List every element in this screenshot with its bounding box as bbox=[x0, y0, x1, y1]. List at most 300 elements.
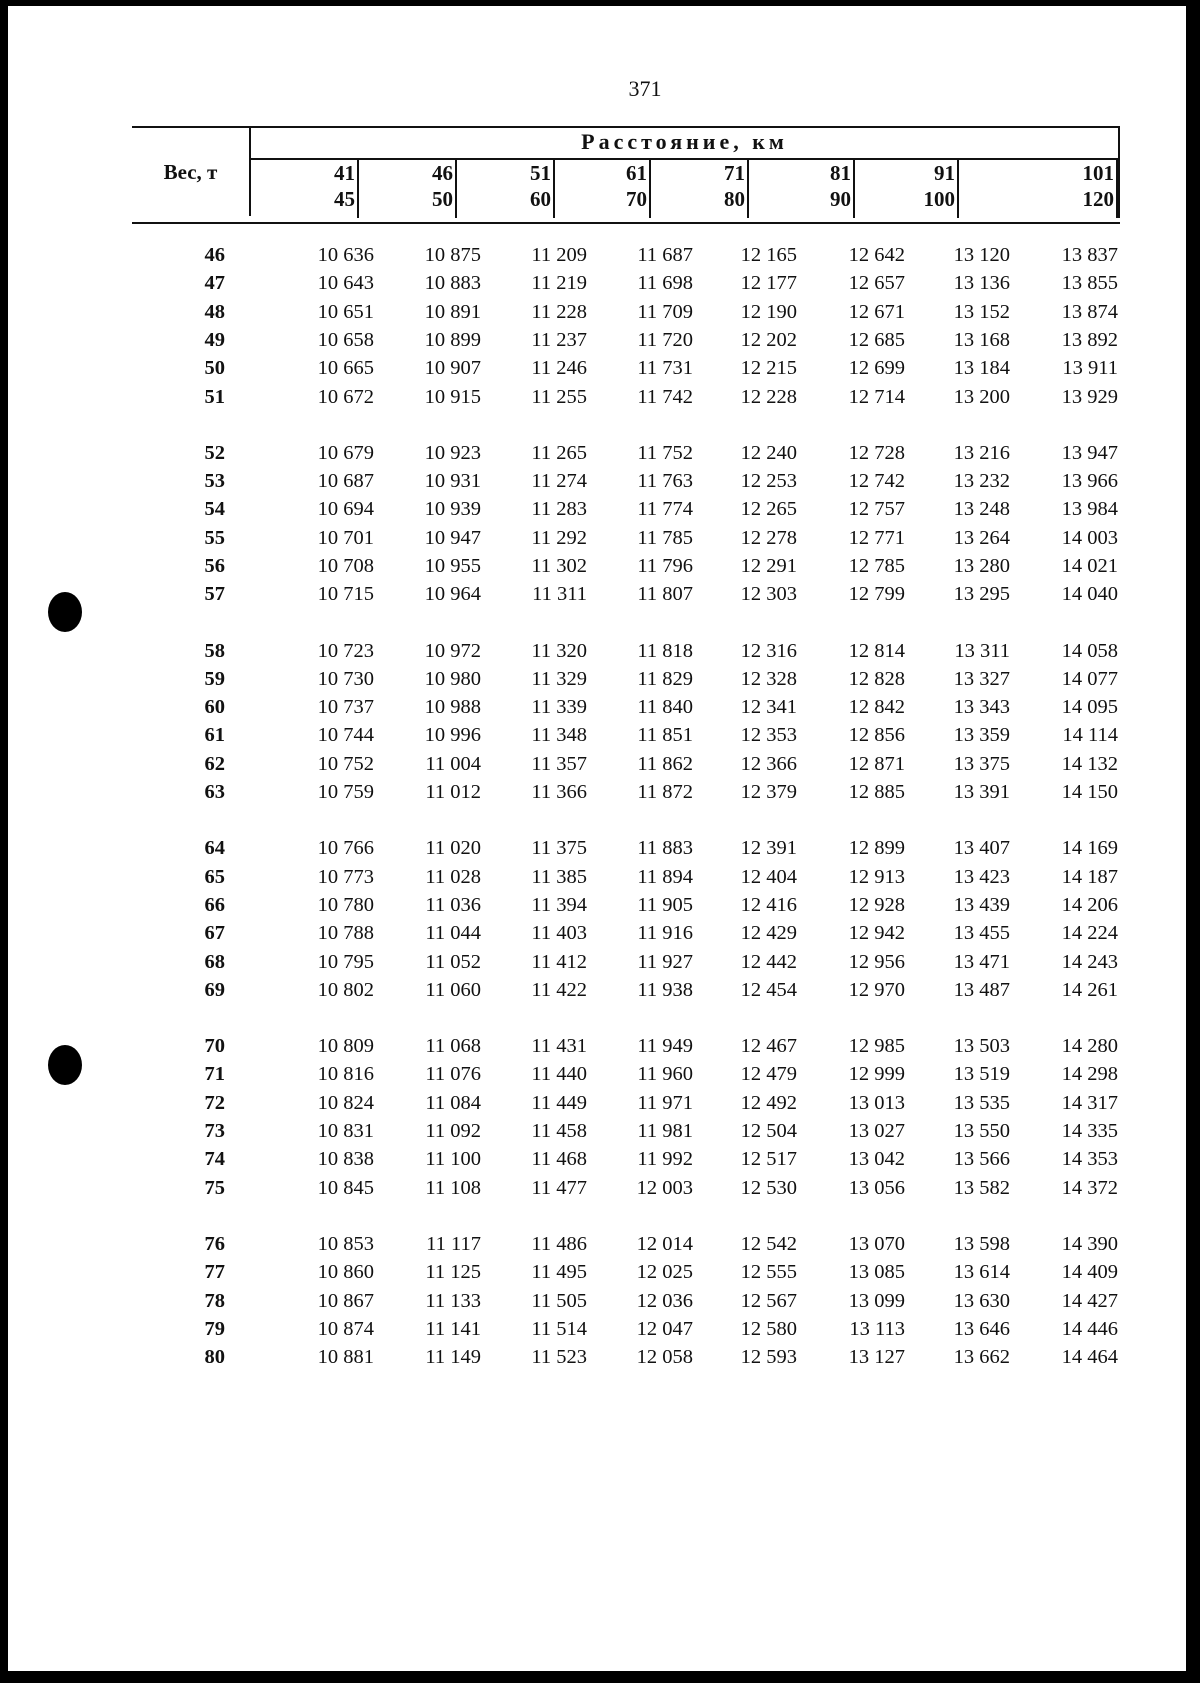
value-cell: 11 514 bbox=[531, 1318, 587, 1340]
value-cell: 11 763 bbox=[637, 470, 693, 492]
value-cell: 11 209 bbox=[531, 244, 587, 266]
weight-cell: 56 bbox=[204, 555, 225, 577]
distance-range-header bbox=[749, 160, 855, 218]
table-row bbox=[0, 386, 1200, 414]
value-cell: 14 169 bbox=[1061, 837, 1118, 859]
value-cell: 13 099 bbox=[848, 1290, 905, 1312]
value-cell: 13 911 bbox=[1062, 357, 1118, 379]
table-row bbox=[0, 837, 1200, 865]
value-cell: 10 891 bbox=[424, 301, 481, 323]
value-cell: 12 828 bbox=[848, 668, 905, 690]
value-cell: 14 077 bbox=[1061, 668, 1118, 690]
weight-cell: 76 bbox=[204, 1233, 225, 1255]
value-cell: 10 972 bbox=[424, 640, 481, 662]
value-cell: 13 984 bbox=[1061, 498, 1118, 520]
table-row bbox=[0, 1177, 1200, 1205]
value-cell: 12 657 bbox=[848, 272, 905, 294]
table-row bbox=[0, 527, 1200, 555]
value-cell: 14 040 bbox=[1061, 583, 1118, 605]
value-cell: 10 816 bbox=[317, 1063, 374, 1085]
value-cell: 13 966 bbox=[1061, 470, 1118, 492]
value-cell: 10 809 bbox=[317, 1035, 374, 1057]
value-cell: 10 964 bbox=[424, 583, 481, 605]
weight-cell: 68 bbox=[204, 951, 225, 973]
value-cell: 13 375 bbox=[953, 753, 1010, 775]
table-row bbox=[0, 1092, 1200, 1120]
value-cell: 12 928 bbox=[848, 894, 905, 916]
value-cell: 12 492 bbox=[740, 1092, 797, 1114]
value-cell: 10 708 bbox=[317, 555, 374, 577]
value-cell: 12 454 bbox=[740, 979, 797, 1001]
value-cell: 12 303 bbox=[740, 583, 797, 605]
value-cell: 12 014 bbox=[636, 1233, 693, 1255]
value-cell: 11 505 bbox=[531, 1290, 587, 1312]
weight-cell: 51 bbox=[204, 386, 225, 408]
value-cell: 13 311 bbox=[954, 640, 1010, 662]
table-row bbox=[0, 781, 1200, 809]
value-cell: 11 092 bbox=[425, 1120, 481, 1142]
value-cell: 11 796 bbox=[637, 555, 693, 577]
value-cell: 13 056 bbox=[848, 1177, 905, 1199]
value-cell: 11 283 bbox=[531, 498, 587, 520]
value-cell: 12 467 bbox=[740, 1035, 797, 1057]
value-cell: 11 431 bbox=[531, 1035, 587, 1057]
value-cell: 14 261 bbox=[1061, 979, 1118, 1001]
value-cell: 11 477 bbox=[531, 1177, 587, 1199]
value-cell: 11 375 bbox=[531, 837, 587, 859]
value-cell: 12 885 bbox=[848, 781, 905, 803]
value-cell: 13 503 bbox=[953, 1035, 1010, 1057]
value-cell: 12 025 bbox=[636, 1261, 693, 1283]
value-cell: 13 168 bbox=[953, 329, 1010, 351]
value-cell: 11 851 bbox=[637, 724, 693, 746]
weight-cell: 65 bbox=[204, 866, 225, 888]
weight-cell: 52 bbox=[204, 442, 225, 464]
range-from: 81 bbox=[830, 161, 851, 185]
value-cell: 12 341 bbox=[740, 696, 797, 718]
value-cell: 11 320 bbox=[531, 640, 587, 662]
value-cell: 11 916 bbox=[637, 922, 693, 944]
weight-cell: 58 bbox=[204, 640, 225, 662]
value-cell: 13 343 bbox=[953, 696, 1010, 718]
value-cell: 13 582 bbox=[953, 1177, 1010, 1199]
value-cell: 10 980 bbox=[424, 668, 481, 690]
value-cell: 12 856 bbox=[848, 724, 905, 746]
value-cell: 12 714 bbox=[848, 386, 905, 408]
value-cell: 13 598 bbox=[953, 1233, 1010, 1255]
value-cell: 11 992 bbox=[637, 1148, 693, 1170]
value-cell: 10 802 bbox=[317, 979, 374, 1001]
value-cell: 14 335 bbox=[1061, 1120, 1118, 1142]
value-cell: 10 752 bbox=[317, 753, 374, 775]
value-cell: 10 636 bbox=[317, 244, 374, 266]
value-cell: 11 228 bbox=[531, 301, 587, 323]
value-cell: 14 132 bbox=[1061, 753, 1118, 775]
value-cell: 13 070 bbox=[848, 1233, 905, 1255]
table-row bbox=[0, 555, 1200, 583]
value-cell: 11 108 bbox=[425, 1177, 481, 1199]
value-cell: 11 883 bbox=[637, 837, 693, 859]
table-row bbox=[0, 1290, 1200, 1318]
value-cell: 13 042 bbox=[848, 1148, 905, 1170]
value-cell: 13 471 bbox=[953, 951, 1010, 973]
range-from: 46 bbox=[432, 161, 453, 185]
value-cell: 14 446 bbox=[1061, 1318, 1118, 1340]
value-cell: 11 449 bbox=[531, 1092, 587, 1114]
value-cell: 10 874 bbox=[317, 1318, 374, 1340]
value-cell: 11 905 bbox=[637, 894, 693, 916]
value-cell: 11 302 bbox=[531, 555, 587, 577]
value-cell: 13 248 bbox=[953, 498, 1010, 520]
value-cell: 11 495 bbox=[531, 1261, 587, 1283]
value-cell: 10 931 bbox=[424, 470, 481, 492]
value-cell: 11 698 bbox=[637, 272, 693, 294]
table-row bbox=[0, 301, 1200, 329]
value-cell: 11 720 bbox=[637, 329, 693, 351]
value-cell: 11 292 bbox=[531, 527, 587, 549]
weight-cell: 72 bbox=[204, 1092, 225, 1114]
value-cell: 11 468 bbox=[531, 1148, 587, 1170]
value-cell: 13 519 bbox=[953, 1063, 1010, 1085]
value-cell: 14 187 bbox=[1061, 866, 1118, 888]
value-cell: 12 366 bbox=[740, 753, 797, 775]
value-cell: 12 542 bbox=[740, 1233, 797, 1255]
value-cell: 10 665 bbox=[317, 357, 374, 379]
value-cell: 11 348 bbox=[531, 724, 587, 746]
value-cell: 10 715 bbox=[317, 583, 374, 605]
value-cell: 12 228 bbox=[740, 386, 797, 408]
table-row bbox=[0, 696, 1200, 724]
value-cell: 13 216 bbox=[953, 442, 1010, 464]
value-cell: 12 328 bbox=[740, 668, 797, 690]
weight-cell: 80 bbox=[204, 1346, 225, 1368]
value-cell: 13 439 bbox=[953, 894, 1010, 916]
weight-cell: 61 bbox=[204, 724, 225, 746]
table-row bbox=[0, 724, 1200, 752]
table-row bbox=[0, 1035, 1200, 1063]
range-to: 60 bbox=[530, 187, 551, 211]
value-cell: 13 085 bbox=[848, 1261, 905, 1283]
value-cell: 13 295 bbox=[953, 583, 1010, 605]
value-cell: 12 291 bbox=[740, 555, 797, 577]
value-cell: 14 464 bbox=[1061, 1346, 1118, 1368]
value-cell: 14 058 bbox=[1061, 640, 1118, 662]
value-cell: 14 317 bbox=[1061, 1092, 1118, 1114]
value-cell: 10 643 bbox=[317, 272, 374, 294]
value-cell: 13 855 bbox=[1061, 272, 1118, 294]
weight-cell: 70 bbox=[204, 1035, 225, 1057]
weight-cell: 57 bbox=[204, 583, 225, 605]
value-cell: 13 200 bbox=[953, 386, 1010, 408]
range-from: 71 bbox=[724, 161, 745, 185]
value-cell: 12 785 bbox=[848, 555, 905, 577]
value-cell: 13 136 bbox=[953, 272, 1010, 294]
value-cell: 14 298 bbox=[1061, 1063, 1118, 1085]
value-cell: 12 379 bbox=[740, 781, 797, 803]
value-cell: 11 237 bbox=[531, 329, 587, 351]
value-cell: 12 728 bbox=[848, 442, 905, 464]
value-cell: 10 860 bbox=[317, 1261, 374, 1283]
distance-header-group bbox=[251, 126, 1120, 218]
value-cell: 11 141 bbox=[425, 1318, 481, 1340]
value-cell: 14 224 bbox=[1061, 922, 1118, 944]
range-from: 41 bbox=[334, 161, 355, 185]
range-to: 90 bbox=[830, 187, 851, 211]
distance-header: Расстояние, км bbox=[251, 126, 1118, 160]
value-cell: 11 329 bbox=[531, 668, 587, 690]
value-cell: 14 003 bbox=[1061, 527, 1118, 549]
table-row bbox=[0, 1233, 1200, 1261]
value-cell: 11 412 bbox=[531, 951, 587, 973]
weight-cell: 71 bbox=[204, 1063, 225, 1085]
value-cell: 11 872 bbox=[637, 781, 693, 803]
value-cell: 12 555 bbox=[740, 1261, 797, 1283]
weight-cell: 59 bbox=[204, 668, 225, 690]
table-row bbox=[0, 244, 1200, 272]
value-cell: 12 913 bbox=[848, 866, 905, 888]
table-row bbox=[0, 470, 1200, 498]
value-cell: 12 956 bbox=[848, 951, 905, 973]
value-cell: 11 731 bbox=[637, 357, 693, 379]
value-cell: 10 730 bbox=[317, 668, 374, 690]
value-cell: 12 814 bbox=[848, 640, 905, 662]
value-cell: 14 206 bbox=[1061, 894, 1118, 916]
value-cell: 12 671 bbox=[848, 301, 905, 323]
weight-cell: 73 bbox=[204, 1120, 225, 1142]
value-cell: 10 773 bbox=[317, 866, 374, 888]
range-from: 61 bbox=[626, 161, 647, 185]
value-cell: 14 021 bbox=[1061, 555, 1118, 577]
value-cell: 13 837 bbox=[1061, 244, 1118, 266]
value-cell: 13 487 bbox=[953, 979, 1010, 1001]
value-cell: 12 699 bbox=[848, 357, 905, 379]
value-cell: 10 899 bbox=[424, 329, 481, 351]
value-cell: 12 999 bbox=[848, 1063, 905, 1085]
value-cell: 11 028 bbox=[425, 866, 481, 888]
table-row bbox=[0, 583, 1200, 611]
table-row bbox=[0, 1346, 1200, 1374]
value-cell: 10 988 bbox=[424, 696, 481, 718]
value-cell: 13 359 bbox=[953, 724, 1010, 746]
value-cell: 12 003 bbox=[636, 1177, 693, 1199]
value-cell: 14 095 bbox=[1061, 696, 1118, 718]
value-cell: 12 177 bbox=[740, 272, 797, 294]
value-cell: 12 593 bbox=[740, 1346, 797, 1368]
value-cell: 13 120 bbox=[953, 244, 1010, 266]
value-cell: 10 915 bbox=[424, 386, 481, 408]
value-cell: 12 165 bbox=[740, 244, 797, 266]
value-cell: 11 255 bbox=[531, 386, 587, 408]
value-cell: 12 278 bbox=[740, 527, 797, 549]
range-to: 45 bbox=[334, 187, 355, 211]
weight-cell: 49 bbox=[204, 329, 225, 351]
table-row bbox=[0, 329, 1200, 357]
value-cell: 11 785 bbox=[637, 527, 693, 549]
value-cell: 12 479 bbox=[740, 1063, 797, 1085]
value-cell: 11 385 bbox=[531, 866, 587, 888]
table-row bbox=[0, 1261, 1200, 1289]
value-cell: 12 899 bbox=[848, 837, 905, 859]
range-from: 51 bbox=[530, 161, 551, 185]
value-cell: 12 580 bbox=[740, 1318, 797, 1340]
value-cell: 11 133 bbox=[425, 1290, 481, 1312]
value-cell: 10 867 bbox=[317, 1290, 374, 1312]
distance-range-header bbox=[651, 160, 749, 218]
value-cell: 12 685 bbox=[848, 329, 905, 351]
value-cell: 13 152 bbox=[953, 301, 1010, 323]
value-cell: 10 824 bbox=[317, 1092, 374, 1114]
value-cell: 10 694 bbox=[317, 498, 374, 520]
table-row bbox=[0, 922, 1200, 950]
weight-cell: 67 bbox=[204, 922, 225, 944]
weight-cell: 79 bbox=[204, 1318, 225, 1340]
value-cell: 13 947 bbox=[1061, 442, 1118, 464]
value-cell: 10 831 bbox=[317, 1120, 374, 1142]
table-row bbox=[0, 753, 1200, 781]
value-cell: 11 219 bbox=[531, 272, 587, 294]
distance-range-header bbox=[959, 160, 1118, 218]
value-cell: 12 391 bbox=[740, 837, 797, 859]
value-cell: 11 117 bbox=[426, 1233, 481, 1255]
value-cell: 11 366 bbox=[531, 781, 587, 803]
weight-cell: 60 bbox=[204, 696, 225, 718]
value-cell: 11 981 bbox=[637, 1120, 693, 1142]
value-cell: 10 838 bbox=[317, 1148, 374, 1170]
value-cell: 12 842 bbox=[848, 696, 905, 718]
value-cell: 10 679 bbox=[317, 442, 374, 464]
value-cell: 13 127 bbox=[848, 1346, 905, 1368]
value-cell: 12 985 bbox=[848, 1035, 905, 1057]
weight-cell: 48 bbox=[204, 301, 225, 323]
value-cell: 14 409 bbox=[1061, 1261, 1118, 1283]
value-cell: 12 253 bbox=[740, 470, 797, 492]
value-cell: 14 390 bbox=[1061, 1233, 1118, 1255]
table-row bbox=[0, 272, 1200, 300]
table-row bbox=[0, 1063, 1200, 1091]
range-to: 100 bbox=[923, 187, 955, 211]
value-cell: 12 047 bbox=[636, 1318, 693, 1340]
range-from: 91 bbox=[934, 161, 955, 185]
weight-cell: 78 bbox=[204, 1290, 225, 1312]
value-cell: 11 004 bbox=[425, 753, 481, 775]
table-row bbox=[0, 498, 1200, 526]
value-cell: 11 076 bbox=[425, 1063, 481, 1085]
value-cell: 11 020 bbox=[425, 837, 481, 859]
value-cell: 12 058 bbox=[636, 1346, 693, 1368]
value-cell: 10 759 bbox=[317, 781, 374, 803]
value-cell: 12 215 bbox=[740, 357, 797, 379]
value-cell: 12 353 bbox=[740, 724, 797, 746]
value-cell: 11 311 bbox=[532, 583, 587, 605]
value-cell: 12 517 bbox=[740, 1148, 797, 1170]
value-cell: 13 535 bbox=[953, 1092, 1010, 1114]
range-to: 70 bbox=[626, 187, 647, 211]
value-cell: 11 971 bbox=[637, 1092, 693, 1114]
value-cell: 12 942 bbox=[848, 922, 905, 944]
range-to: 120 bbox=[1082, 187, 1114, 211]
value-cell: 11 894 bbox=[637, 866, 693, 888]
value-cell: 11 068 bbox=[425, 1035, 481, 1057]
weight-cell: 55 bbox=[204, 527, 225, 549]
value-cell: 12 567 bbox=[740, 1290, 797, 1312]
value-cell: 10 955 bbox=[424, 555, 481, 577]
value-cell: 13 630 bbox=[953, 1290, 1010, 1312]
value-cell: 11 274 bbox=[531, 470, 587, 492]
value-cell: 14 280 bbox=[1061, 1035, 1118, 1057]
value-cell: 11 742 bbox=[637, 386, 693, 408]
value-cell: 12 742 bbox=[848, 470, 905, 492]
value-cell: 12 240 bbox=[740, 442, 797, 464]
value-cell: 12 190 bbox=[740, 301, 797, 323]
value-cell: 10 939 bbox=[424, 498, 481, 520]
value-cell: 13 566 bbox=[953, 1148, 1010, 1170]
value-cell: 12 970 bbox=[848, 979, 905, 1001]
value-cell: 12 757 bbox=[848, 498, 905, 520]
value-cell: 12 202 bbox=[740, 329, 797, 351]
value-cell: 11 523 bbox=[531, 1346, 587, 1368]
value-cell: 13 264 bbox=[953, 527, 1010, 549]
weight-cell: 63 bbox=[204, 781, 225, 803]
value-cell: 13 013 bbox=[848, 1092, 905, 1114]
value-cell: 11 960 bbox=[637, 1063, 693, 1085]
weight-cell: 75 bbox=[204, 1177, 225, 1199]
table-row bbox=[0, 866, 1200, 894]
weight-cell: 74 bbox=[204, 1148, 225, 1170]
value-cell: 12 316 bbox=[740, 640, 797, 662]
weight-cell: 62 bbox=[204, 753, 225, 775]
value-cell: 10 766 bbox=[317, 837, 374, 859]
value-cell: 11 339 bbox=[531, 696, 587, 718]
value-cell: 10 780 bbox=[317, 894, 374, 916]
value-cell: 14 427 bbox=[1061, 1290, 1118, 1312]
range-to: 80 bbox=[724, 187, 745, 211]
value-cell: 12 799 bbox=[848, 583, 905, 605]
value-cell: 11 458 bbox=[531, 1120, 587, 1142]
value-cell: 11 927 bbox=[637, 951, 693, 973]
weight-cell: 64 bbox=[204, 837, 225, 859]
value-cell: 11 060 bbox=[425, 979, 481, 1001]
value-cell: 12 442 bbox=[740, 951, 797, 973]
value-cell: 12 265 bbox=[740, 498, 797, 520]
value-cell: 11 044 bbox=[425, 922, 481, 944]
weight-column-header: Вес, т bbox=[132, 128, 251, 216]
value-cell: 11 052 bbox=[425, 951, 481, 973]
value-cell: 13 423 bbox=[953, 866, 1010, 888]
value-cell: 10 687 bbox=[317, 470, 374, 492]
weight-cell: 50 bbox=[204, 357, 225, 379]
value-cell: 13 327 bbox=[953, 668, 1010, 690]
value-cell: 13 113 bbox=[849, 1318, 905, 1340]
weight-cell: 53 bbox=[204, 470, 225, 492]
weight-cell: 69 bbox=[204, 979, 225, 1001]
value-cell: 14 114 bbox=[1062, 724, 1118, 746]
value-cell: 10 788 bbox=[317, 922, 374, 944]
value-cell: 10 875 bbox=[424, 244, 481, 266]
value-cell: 11 862 bbox=[637, 753, 693, 775]
value-cell: 11 036 bbox=[425, 894, 481, 916]
value-cell: 12 036 bbox=[636, 1290, 693, 1312]
value-cell: 14 353 bbox=[1061, 1148, 1118, 1170]
distance-range-header bbox=[251, 160, 359, 218]
value-cell: 11 829 bbox=[637, 668, 693, 690]
value-cell: 13 929 bbox=[1061, 386, 1118, 408]
value-cell: 11 125 bbox=[425, 1261, 481, 1283]
value-cell: 10 701 bbox=[317, 527, 374, 549]
value-cell: 13 892 bbox=[1061, 329, 1118, 351]
value-cell: 11 403 bbox=[531, 922, 587, 944]
value-cell: 11 246 bbox=[531, 357, 587, 379]
weight-cell: 54 bbox=[204, 498, 225, 520]
